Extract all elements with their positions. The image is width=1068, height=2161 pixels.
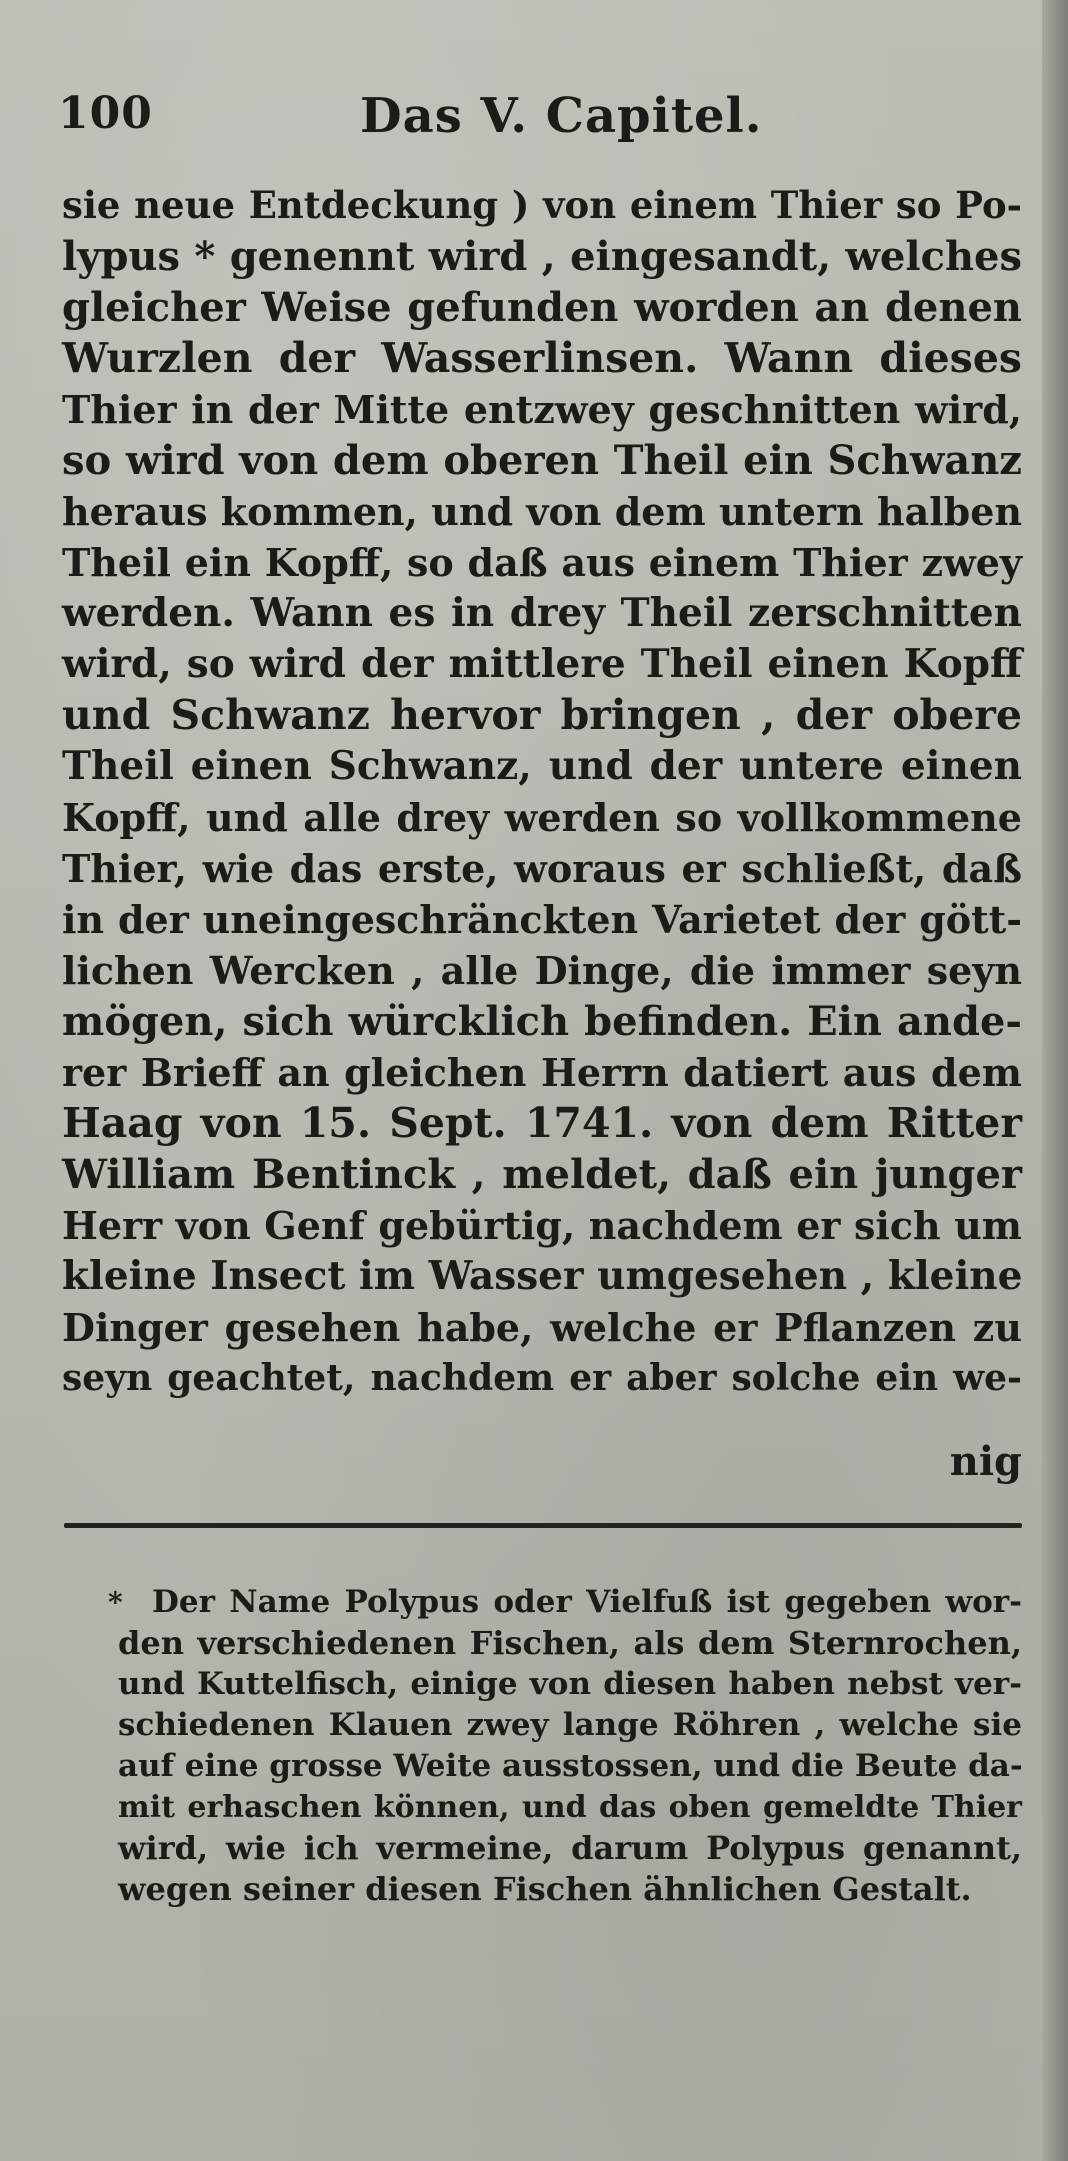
running-head: Das V. Capitel. (360, 88, 763, 144)
body-line: rer Brieff an gleichen Herrn datiert aus dem (62, 1050, 1022, 1095)
page-header (58, 88, 1018, 162)
body-line: sie neue Entdeckung ) von einem Thier so Po- (62, 183, 1022, 227)
catchword: nig (949, 1438, 1022, 1485)
footnote-line: und Kuttelfisch, einige von diesen haben nebst ver- (118, 1666, 1022, 1702)
footnote-marker: * (108, 1586, 123, 1619)
body-line: so wird von dem oberen Theil ein Schwanz (62, 437, 1022, 484)
body-line: Kopff, und alle drey werden so vollkommene (62, 795, 1022, 840)
body-line: Theil einen Schwanz, und der untere einen (62, 743, 1022, 789)
body-text (62, 180, 1022, 1404)
body-line: kleine Insect im Wasser umgesehen , kleine (62, 1253, 1023, 1299)
body-line: mögen, sich würcklich befinden. Ein ande- (62, 998, 1022, 1045)
footnote-rule (64, 1523, 1022, 1528)
body-line: Theil ein Kopff, so daß aus einem Thier zwey (62, 540, 1022, 585)
footnote-line: auf eine grosse Weite ausstossen, und die Beute da- (118, 1748, 1023, 1784)
body-line: wird, so wird der mittlere Theil einen Kopff (62, 641, 1022, 687)
page-edge-shadow (1042, 0, 1068, 2161)
footnote-line: wegen seiner diesen Fischen ähnlichen Gestalt. (118, 1870, 972, 1908)
body-line: heraus kommen, und von dem untern halben (62, 489, 1022, 534)
body-line: lypus * genennt wird , eingesandt, welches (62, 233, 1022, 280)
body-line: Wurzlen der Wasserlinsen. Wann dieses (62, 334, 1022, 382)
footnote-line: wird, wie ich vermeine, darum Polypus genannt, (118, 1829, 1022, 1867)
body-line: Thier, wie das erste, woraus er schließt, daß (62, 846, 1022, 891)
body-line: lichen Wercken , alle Dinge, die immer seyn (62, 948, 1022, 993)
footnote-line: mit erhaschen können, und das oben gemeldte Thier (118, 1790, 1022, 1825)
footnote-line: den verschiedenen Fischen, als dem Sternrochen, (118, 1624, 1022, 1662)
body-line: Thier in der Mitte entzwey geschnitten wird, (62, 387, 1022, 432)
body-line: in der uneingeschränckten Varietet der gött- (62, 897, 1022, 942)
body-line: werden. Wann es in drey Theil zerschnitten (62, 590, 1022, 636)
body-line: Haag von 15. Sept. 1741. von dem Ritter (62, 1099, 1022, 1147)
footnote (108, 1582, 1023, 1910)
footnote-line: schiedenen Klauen zwey lange Röhren , welche sie (118, 1707, 1022, 1743)
body-line: Dinger gesehen habe, welche er Pflanzen zu (62, 1305, 1022, 1350)
page-number: 100 (58, 88, 153, 139)
body-line: gleicher Weise gefunden worden an denen (62, 284, 1022, 331)
body-line: William Bentinck , meldet, daß ein junger (62, 1151, 1022, 1198)
body-line: Herr von Genf gebürtig, nachdem er sich um (62, 1203, 1022, 1248)
body-line: seyn geachtet, nachdem er aber solche ein we- (62, 1357, 1022, 1399)
footnote-line: Der Name Polypus oder Vielfuß ist gegeben wor- (152, 1584, 1022, 1620)
body-line: und Schwanz hervor bringen , der obere (62, 691, 1022, 739)
